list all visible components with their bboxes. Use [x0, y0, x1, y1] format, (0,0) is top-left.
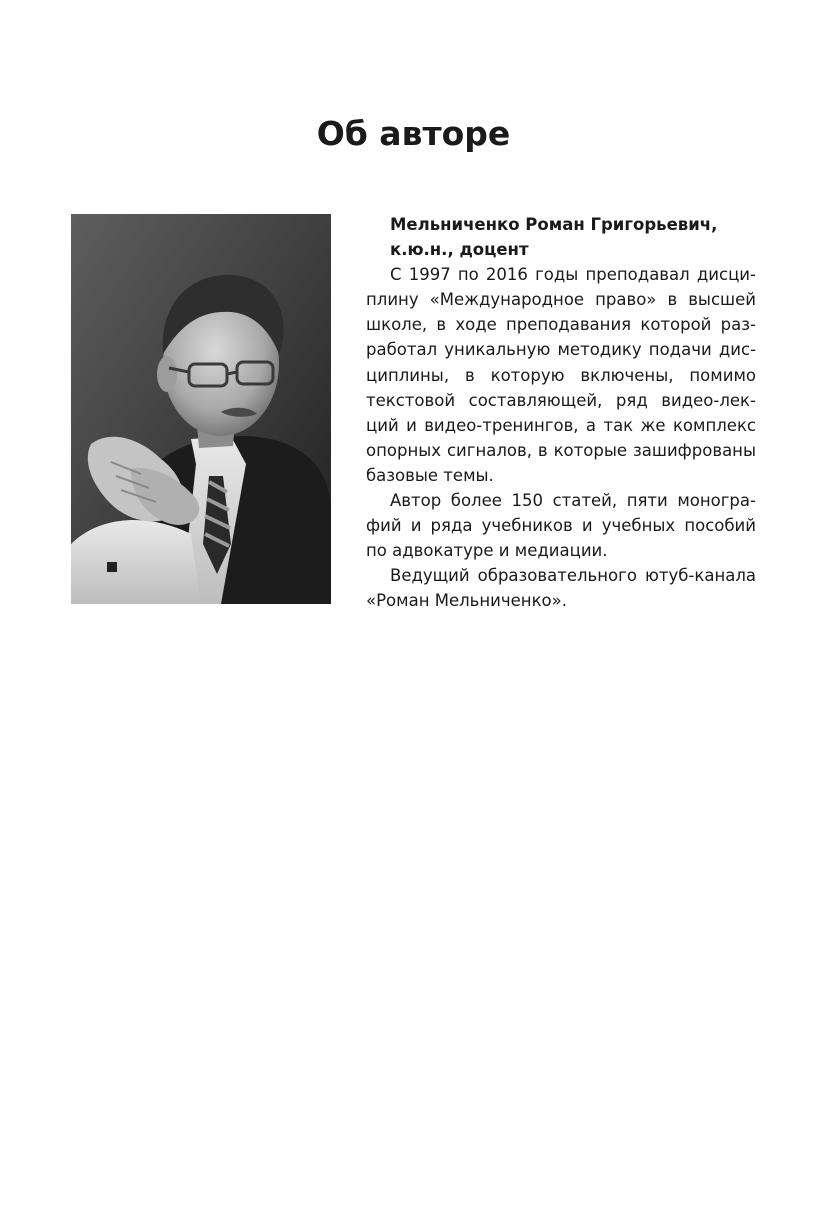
author-portrait — [71, 214, 331, 604]
bio-paragraph: Ведущий образовательного ютуб-канала «Роман Мельниченко». — [366, 566, 756, 611]
bio-paragraph: С 1997 по 2016 годы преподавал дисциплину «Международное право» в высшей школе, в ходе преподавания которой разработал уникальную методику подачи дисциплины, в которую включены, помимо текстовой составляющей, ряд видео-лекций и видео-тренингов, а так же комплекс опорных сигналов, в которые зашифрованы базовые темы. — [366, 265, 756, 485]
page-title: Об авторе — [316, 114, 511, 153]
author-degree: к.ю.н., доцент — [390, 240, 529, 260]
author-bio — [366, 212, 756, 614]
bio-paragraph: Автор более 150 статей, пяти монографий и ряда учебников и учебных пособий по адвокатуре и медиации. — [366, 491, 756, 561]
author-name: Мельниченко Роман Григорьевич, — [390, 215, 718, 234]
author-portrait-photo-icon — [71, 214, 331, 604]
